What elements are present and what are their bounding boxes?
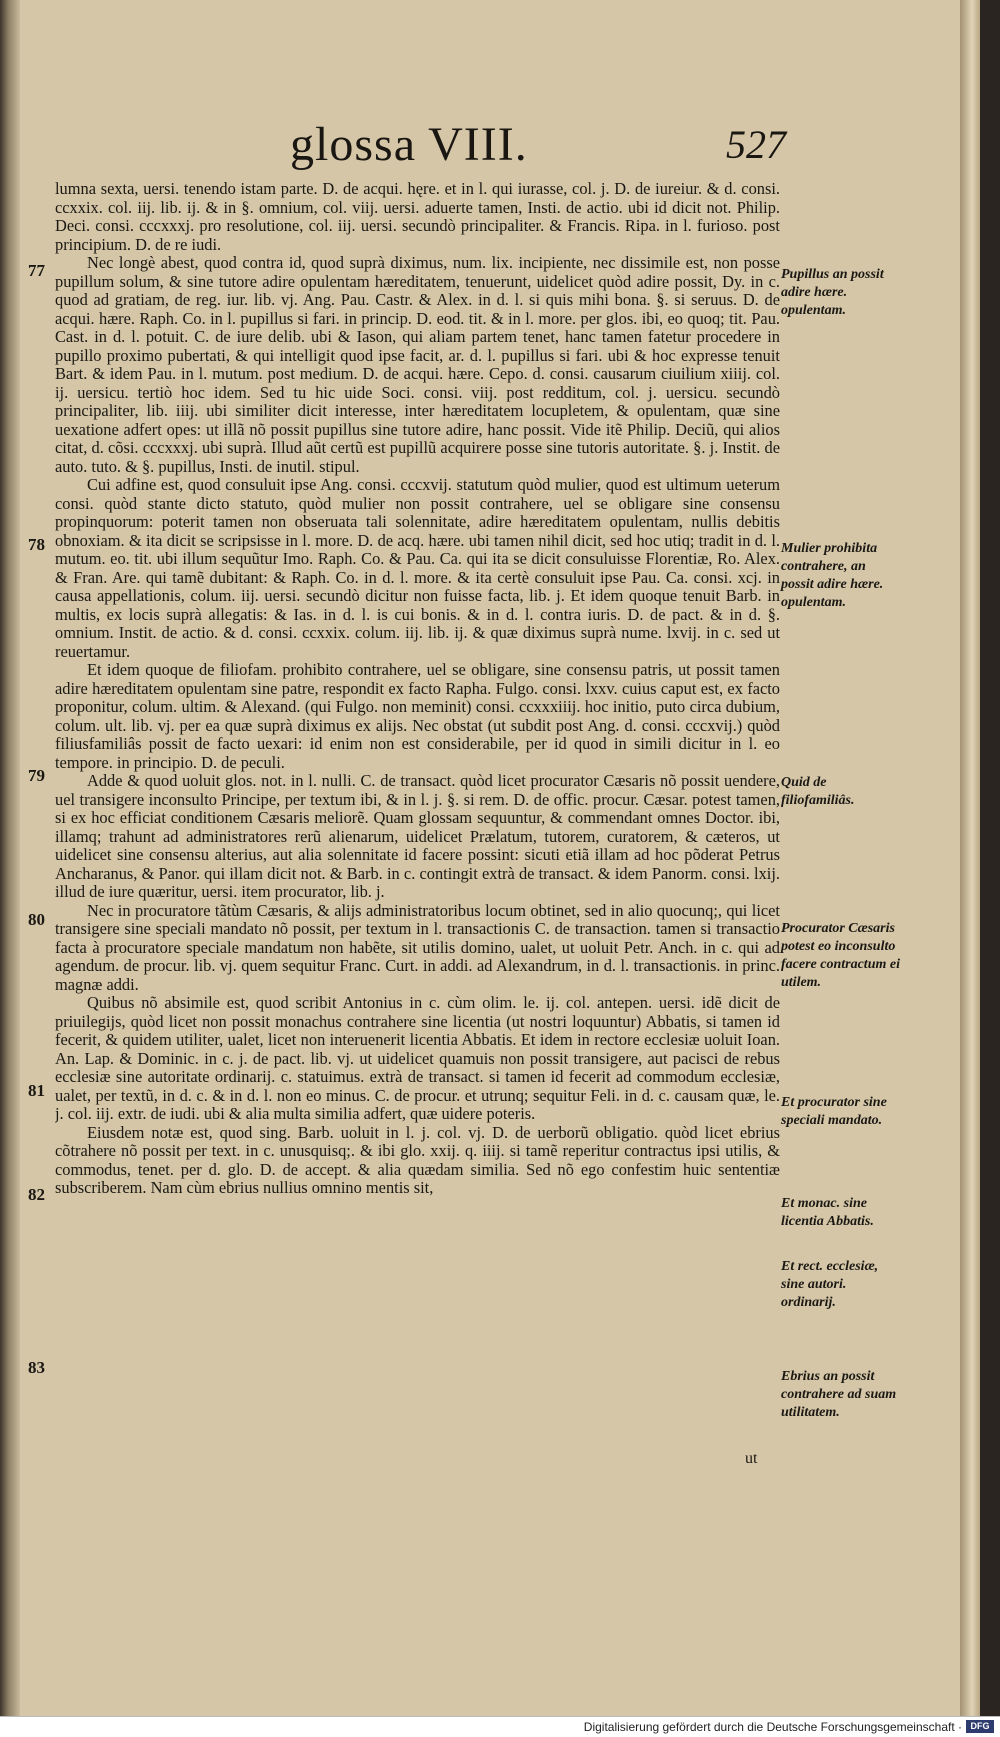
facing-page-gutter (0, 0, 20, 1736)
paragraph-number: 83 (28, 1358, 45, 1377)
paragraph: Eiusdem notæ est, quod sing. Barb. uoluit in l. j. col. vj. D. de uerborũ obligatio. quòd licet ebrius cõtrahere nõ possit per text. in c. unusquisq;. & ibi glo. xxij. q. iiij. si tamẽ reperitur contractus ipsi utilis, & commodus, tenet. per d. glo. D. de accept. & alia quædam similia. Sed nõ ego confestim huic sententiæ subscriberem. Nam cùm ebrius nullius omnino mentis sit, (55, 1122, 780, 1197)
marginal-note: Et monac. sine licentia Abbatis. (781, 1196, 874, 1229)
paragraph: Quibus nõ absimile est, quod scribit Antonius in c. cùm olim. le. ij. col. antepen. uersi. idẽ dicit de priuilegijs, quòd licet non possit monachus contrahere sine licentia (ut nostri loquuntur) Abbatis, si tamen id fecerit, & quidem utiliter, ualet, licet non interuenerit licentia Abbatis. Et idem in rectore ecclesiæ uoluit Ioan. An. Lap. & Dominic. in c. j. de pact. lib. vj. ut uidelicet quamuis non possit transigere, aut pacisci de rebus ecclesiæ sine autoritate ordinarij. c. statuimus. extrà de transact. si tamen id fecerit ad commodum ecclesiæ, ualet, per textũ, in d. c. & in d. l. non eo minus. C. de procur. et utrunq; sequitur Feli. in d. c. causam quæ, le. j. col. iij. extr. de iudi. ubi & alia multa similia adfert, quæ uidere poteris. (55, 993, 780, 1123)
paragraph-number: 81 (28, 1081, 45, 1100)
dfg-logo: DFG (966, 1720, 994, 1733)
paragraph: Nec longè abest, quod contra id, quod suprà diximus, num. lix. incipiente, nec dissimile est, non posse pupillum solum, & sine tutore adire opulentam hæreditatem, tenuerunt, uidelicet quòd adire possit, Dy. in c. quod ad gratiam, de reg. iur. lib. vj. Ang. Pau. Castr. & Alex. in d. l. si quis mihi bona. §. si seruus. D. de acqui. hære. Raph. Co. in l. pupillus si fari. in princip. D. eod. tit. & in l. more. per glos. ibi, eo quoq; tit. Pau. Cast. in d. l. potuit. C. de iure delib. ubi & Iason, qui aliam partem tenet, hanc tamen fatetur procedere in pupillo proximo pubertati, & qui intelligit quod ipse facit, ar. d. l. pupillus si fari. ubi & hoc expresse tenuit Bart. & idem Pau. in l. mutum. post medium. D. de acqui. hære. Cepo. d. consi. causarum ciuilium xiiij. col. ij. uersicu. tertiò hoc idem. Sed tu hic uide Soci. consi. viij. post redditum, col. j. uersicu. secundò principaliter, lib. iiij. ubi similiter dicit interesse, inter hæreditatem locupletem, & opulentam, quæ sine uexatione adfert opes: ut illã nõ possit pupillus sine tutore adire, hanc possit. Vide itẽ Philip. Deciũ, qui alios citat, d. cõsi. cccxxxj. ubi suprà. Illud aũt certũ est pupillũ acquirere posse sine tutoris autoritate. §. j. Instit. de auto. tuto. & §. pupillus, Insti. de inutil. stipul. (55, 253, 780, 476)
marginal-note: Quid de filiofamiliâs. (781, 775, 855, 808)
page-header (290, 115, 790, 175)
paragraph-number: 79 (28, 766, 45, 785)
footer-credit: Digitalisierung gefördert durch die Deutsche Forschungsgemeinschaft · (583, 1720, 962, 1734)
paragraph: Cui adfine est, quod consuluit ipse Ang. consi. cccxvij. statutum quòd mulier, quod est ultimum ueterum consi. quòd stante dicto statuto, quòd mulier non possit contrahere, uel se obligare sine consensu propinquorum: poterit tamen non obseruata tali solennitate, adire hæreditatem opulentam, nullis debitis obnoxiam. & ita dicit se scripsisse in l. more. D. de acq. hære. ubi tamen nihil dicit, sed hoc utiq; tradit in d. l. mutum. eo. tit. ubi illum sequũtur Imo. Raph. Co. & Pau. Ca. qui ita se dicit consuluisse Florentiæ, Ro. Alex. & Fran. Are. qui tamẽ dubitant: & Raph. Co. in d. l. more. & ita certè consuluit ipse Pau. Ca. consi. xcj. in causa appellationis, colum. iij. uersi. secundò dicitur non fuisse facta, lib. j. Et idem quoque tenuit Barb. in multis, ex locis suprà allegatis: & Ias. in d. l. is cui bonis. & in d. l. contra iuris. D. de pact. & in d. §. omnium. Instit. de actio. & d. consi. ccxxix. colum. iij. lib. ij. & quæ diximus suprà nume. lxvij. in c. sed ut reuertamur. (55, 475, 780, 661)
marginal-note: Ebrius an possit contrahere ad suam utilitatem. (781, 1369, 897, 1420)
running-head: glossa VIII. (290, 118, 528, 171)
page-edge (960, 0, 980, 1736)
catchword: ut (745, 1450, 758, 1467)
marginal-note: Pupillus an possit adire hære. opulentam. (781, 267, 884, 318)
marginal-note: Et rect. ecclesiæ, sine autori. ordinarij. (781, 1259, 879, 1310)
digitization-footer (0, 1716, 1000, 1737)
paragraph-number: 77 (28, 261, 45, 280)
page-number: 527 (726, 122, 786, 167)
paragraph-number: 80 (28, 910, 45, 929)
marginal-note: Mulier prohibita contrahere, an possit adire hære. opulentam. (781, 541, 884, 610)
paragraph-number: 78 (28, 535, 45, 554)
marginal-note: Procurator Cæsaris potest eo inconsulto facere contractum ei utilem. (781, 921, 900, 990)
body-text (55, 180, 780, 1480)
paragraph-number: 82 (28, 1185, 45, 1204)
marginal-note: Et procurator sine speciali mandato. (781, 1095, 887, 1128)
paragraph: Adde & quod uoluit glos. not. in l. nulli. C. de transact. quòd licet procurator Cæsaris nõ possit uendere, uel transigere inconsulto Principe, per textum ibi, & in l. j. §. si rem. D. de offic. procur. Cæsar. potest tamen, si ex hoc efficiat conditionem Cæsaris meliorẽ. Quam glossam sequuntur, & commendant omnes Doctor. ibi, illamq; trahunt ad administratores rerũ alienarum, uidelicet Prælatum, tutorem, curatorem, & cæteros, ut uidelicet sine consensu alterius, aut alia solennitate id facere possint: sicuti etiã illam ad hoc põderat Petrus Ancharanus, & Panor. qui illam dicit not. & Barb. in c. contingit extrà de transact. & idem Panorm. consi. lxij. illud de iure quæritur, uersi. item procurator, lib. j. (55, 771, 780, 901)
paragraph: Et idem quoque de filiofam. prohibito contrahere, uel se obligare, sine consensu patris, ut possit tamen adire hæreditatem opulentam sine patre, respondit ex facto Rapha. Fulgo. consi. lxxv. cuius caput est, ex facto proponitur, colum. ultim. & Alexand. (qui Fulgo. non meminit) consi. ccxxxiiij. hoc initio, puto circa dubium, colum. ult. lib. vj. per ea quæ suprà diximus ex alijs. Nec obstat (ut subdit post Ang. d. consi. cccxvij.) quòd filiusfamiliâs possit de facto uexari: id enim non est considerabile, per id quod in simili dicitur in l. eo tempore. in principio. D. de peculi. (55, 660, 780, 772)
paragraph: lumna sexta, uersi. tenendo istam parte. D. de acqui. hęre. et in l. qui iurasse, col. j. D. de iureiur. & d. consi. ccxxix. col. iij. lib. ij. & in §. omnium, col. viij. uersi. aduerte tamen, Insti. de actio. ubi id dicit not. Philip. Deci. consi. cccxxxj. pro resolutione, col. iij. uersi. secundò principaliter. & Francis. Ripa. in l. furioso. post principium. D. de re iudi. (55, 180, 780, 254)
paragraph: Nec in procuratore tãtùm Cæsaris, & alijs administratoribus locum obtinet, sed in alio quocunq;, qui licet transigere sine speciali mandato nõ possit, per textum in l. transactionis C. de transaction. tamen si transactio facta à procuratore speciale mandatum non habẽte, sit utilis domino, ualet, ut uoluit Petr. Anch. in c. qui ad agendum. de procur. lib. vj. quem sequitur Franc. Curt. in addi. ad Alexandrum, in d. l. transactionis. in princ. magnæ addi. (55, 900, 780, 994)
